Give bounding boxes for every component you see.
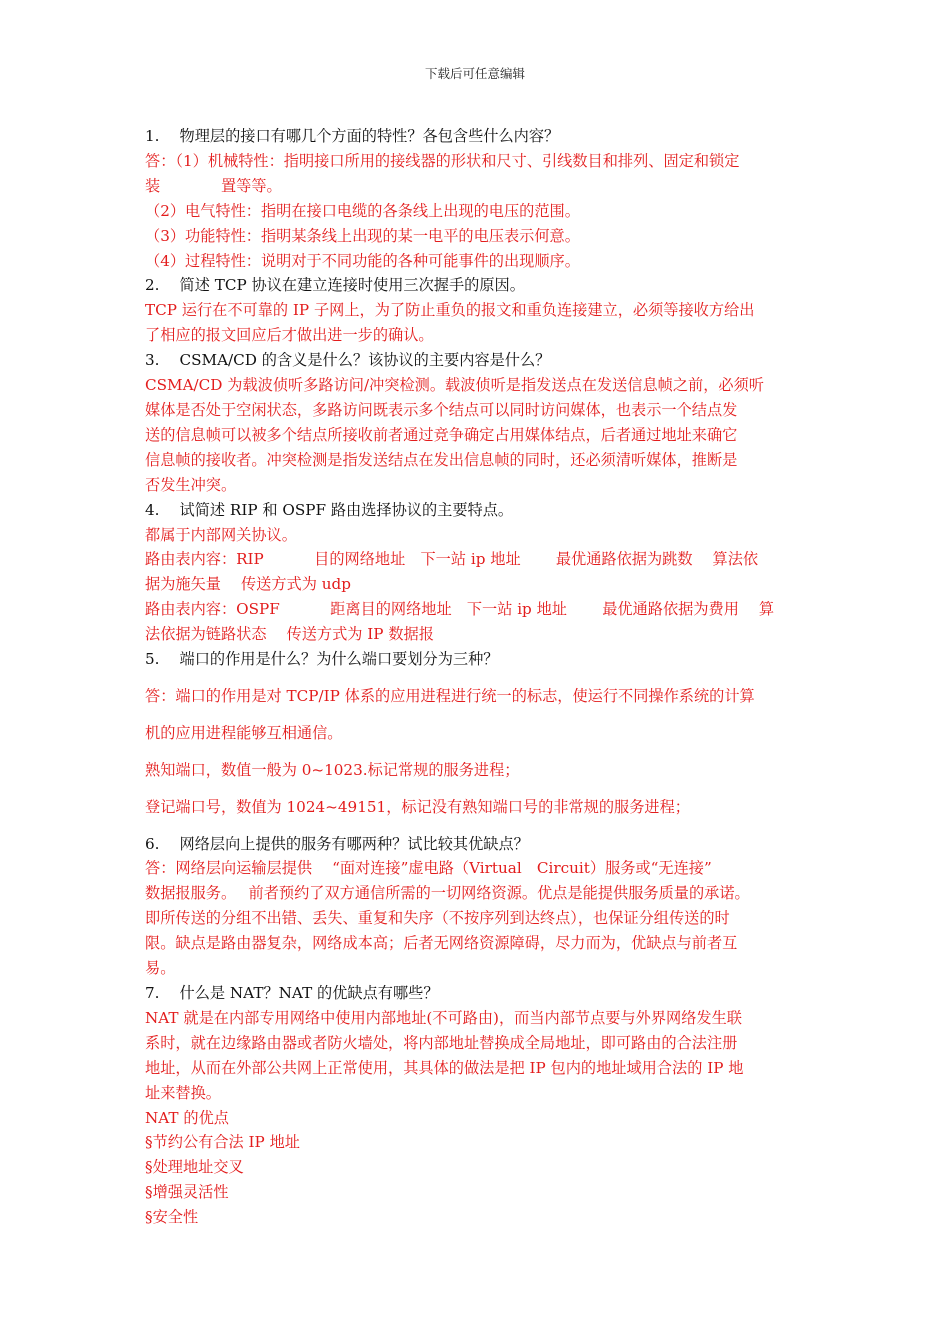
- answer-line: 址来替换。: [145, 1083, 221, 1102]
- question-line: 7. 什么是 NAT？NAT 的优缺点有哪些？: [145, 984, 439, 1002]
- answer-line: 路由表内容：RIP 目的网络地址 下一站 ip 地址 最优通路依据为跳数 算法依: [145, 550, 759, 569]
- answer-line: 登记端口号，数值为 1024~49151，标记没有熟知端口号的非常规的服务进程；: [145, 797, 690, 816]
- question-line: 6. 网络层向上提供的服务有哪两种？试比较其优缺点？: [145, 834, 529, 853]
- question-line: 5. 端口的作用是什么？为什么端口要划分为三种？: [145, 650, 499, 669]
- answer-line: 答：（1）机械特性：指明接口所用的接线器的形状和尺寸、引线数目和排列、固定和锁定: [145, 151, 740, 170]
- answer-line: 系时，就在边缘路由器或者防火墙处，将内部地址替换成全局地址，即可路由的合法注册: [145, 1033, 738, 1052]
- answer-line: §处理地址交叉: [145, 1158, 244, 1177]
- question-line: 2. 简述 TCP 协议在建立连接时使用三次握手的原因。: [145, 276, 525, 295]
- answer-line: 熟知端口，数值一般为 0~1023.标记常规的服务进程；: [145, 760, 520, 779]
- answer-line: §节约公有合法 IP 地址: [145, 1133, 300, 1152]
- answer-line: 路由表内容：OSPF 距离目的网络地址 下一站 ip 地址 最优通路依据为费用 算: [145, 600, 775, 619]
- answer-line: 了相应的报文回应后才做出进一步的确认。: [145, 326, 434, 345]
- answer-line: 数据报服务。 前者预约了双方通信所需的一切网络资源。优点是能提供服务质量的承诺。: [145, 884, 750, 903]
- answer-line: §增强灵活性: [145, 1183, 229, 1202]
- answer-line: 否发生冲突。: [145, 475, 237, 494]
- answer-line: 媒体是否处于空闲状态，多路访问既表示多个结点可以同时访问媒体，也表示一个结点发: [145, 400, 738, 419]
- answer-line: 送的信息帧可以被多个结点所接收前者通过竞争确定占用媒体结点，后者通过地址来确它: [145, 425, 738, 444]
- answer-line: 据为施矢量 传送方式为 udp: [145, 575, 351, 594]
- answer-line: 法依据为链路状态 传送方式为 IP 数据报: [145, 625, 434, 644]
- answer-line: 答：端口的作用是对 TCP/IP 体系的应用进程进行统一的标志，使运行不同操作系统的计算: [145, 686, 755, 705]
- answer-line: （4）过程特性：说明对于不同功能的各种可能事件的出现顺序。: [145, 251, 580, 270]
- answer-line: NAT 就是在内部专用网络中使用内部地址(不可路由)，而当内部节点要与外界网络发生联: [145, 1008, 742, 1027]
- answer-line: 地址，从而在外部公共网上正常使用，其具体的做法是把 IP 包内的地址域用合法的 IP 地: [145, 1058, 744, 1077]
- question-line: 4. 试简述 RIP 和 OSPF 路由选择协议的主要特点。: [145, 500, 514, 519]
- answer-line: NAT 的优点: [145, 1108, 229, 1127]
- document-body: [145, 124, 817, 1230]
- question-line: 3. CSMA/CD 的含义是什么？该协议的主要内容是什么？: [145, 351, 551, 370]
- answer-line: 装 置等等。: [145, 176, 282, 195]
- question-line: 1. 物理层的接口有哪几个方面的特性？各包含些什么内容？: [145, 127, 560, 145]
- answer-line: 信息帧的接收者。冲突检测是指发送结点在发出信息帧的同时，还必须清听媒体，推断是: [145, 450, 738, 469]
- answer-line: 都属于内部网关协议。: [145, 525, 297, 544]
- answer-line: （2）电气特性：指明在接口电缆的各条线上出现的电压的范围。: [145, 201, 580, 220]
- answer-line: 机的应用进程能够互相通信。: [145, 723, 343, 742]
- answer-line: 答：网络层向运输层提供 “面对连接”虚电路（Virtual Circuit）服务或“无连接”: [145, 859, 712, 878]
- answer-line: 即所传送的分组不出错、丢失、重复和失序（不按序列到达终点），也保证分组传送的时: [145, 909, 730, 928]
- page-header: 下载后可任意编辑: [424, 66, 525, 81]
- answer-line: 限。缺点是路由器复杂，网络成本高；后者无网络资源障碍，尽力而为，优缺点与前者互: [145, 934, 738, 953]
- answer-line: （3）功能特性：指明某条线上出现的某一电平的电压表示何意。: [145, 226, 580, 245]
- answer-line: CSMA/CD 为载波侦听多路访问/冲突检测。载波侦听是指发送点在发送信息帧之前，必须听: [145, 376, 764, 395]
- answer-line: §安全性: [145, 1208, 199, 1227]
- answer-line: 易。: [145, 959, 176, 978]
- answer-line: TCP 运行在不可靠的 IP 子网上，为了防止重负的报文和重负连接建立，必须等接收方给出: [145, 301, 755, 320]
